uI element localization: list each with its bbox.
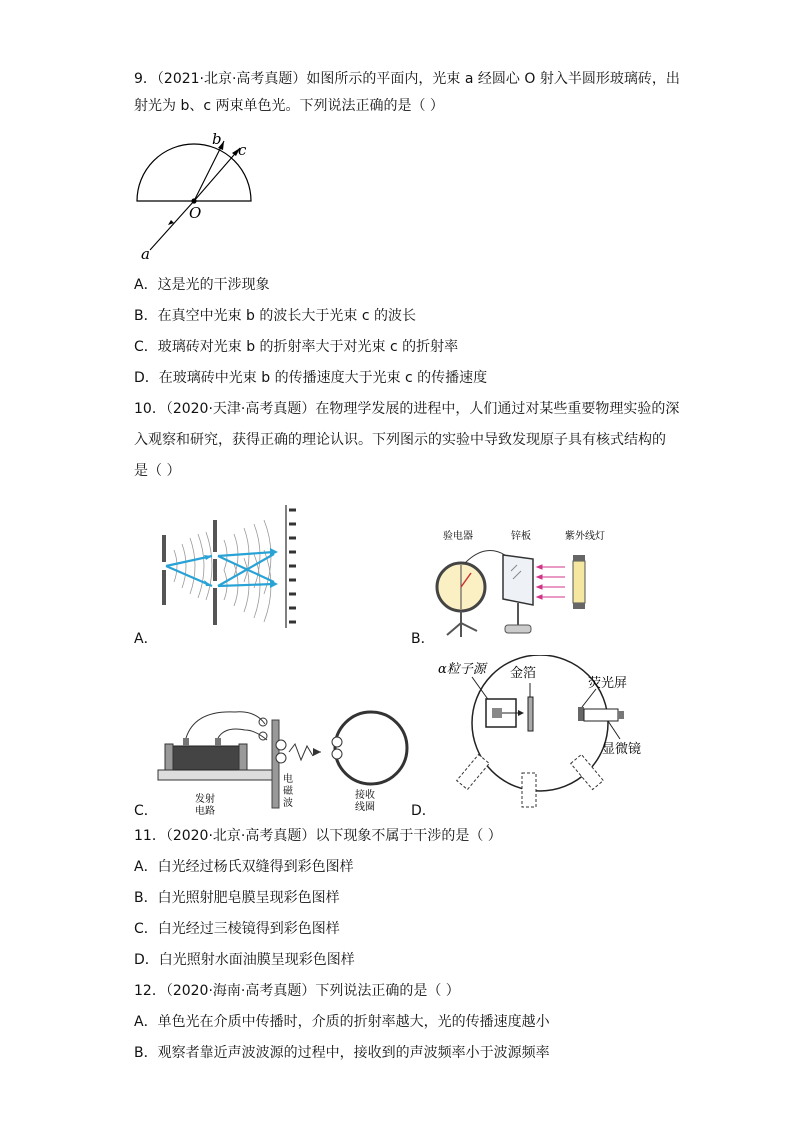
q11-option-d[interactable]: D．白光照射水面油膜呈现彩色图样 [134, 952, 355, 968]
q9-stem-line1: 9．（2021·北京·高考真题）如图所示的平面内，光束 a 经圆心 O 射入半圆形玻璃砖，出 [134, 71, 680, 87]
q9-option-a[interactable]: A．这是光的干涉现象 [134, 277, 270, 293]
q10-d-microscope-label: 显微镜 [602, 742, 642, 757]
q11-option-b[interactable]: B．白光照射肥皂膜呈现彩色图样 [134, 890, 340, 906]
q10-c-coil-l2: 线圈 [355, 802, 375, 813]
q10-d-foil-label: 金箔 [510, 666, 537, 681]
q10-option-c[interactable]: C． [134, 803, 158, 819]
q12-option-a[interactable]: A．单色光在介质中传播时，介质的折射率越大，光的传播速度越小 [134, 1014, 550, 1030]
q9-label-a: a [141, 245, 150, 263]
q9-label-o: O [189, 204, 202, 222]
q10-b-electroscope-label: 验电器 [443, 531, 473, 542]
q9-option-c[interactable]: C．玻璃砖对光束 b 的折射率大于对光束 c 的折射率 [134, 339, 459, 355]
q10-option-d[interactable]: D． [411, 803, 436, 819]
q10-stem-line2: 入观察和研究，获得正确的理论认识。下列图示的实验中导致发现原子具有核式结构的 [134, 432, 666, 448]
q11-option-c[interactable]: C．白光经过三棱镜得到彩色图样 [134, 921, 340, 937]
q9-figure-semicircle [128, 128, 268, 264]
q9-option-d[interactable]: D．在玻璃砖中光束 b 的传播速度大于光束 c 的传播速度 [134, 370, 488, 386]
q10-stem-line3: 是（ ） [134, 463, 181, 479]
q10-d-source-label: α粒子源 [438, 662, 486, 677]
q10-c-wave-l3: 波 [283, 798, 293, 809]
q10-figure-c-em-wave [155, 690, 415, 815]
q9-label-c: c [238, 141, 247, 159]
q10-b-uv-label: 紫外线灯 [565, 531, 605, 542]
q11-stem: 11．（2020·北京·高考真题）以下现象不属于干涉的是（ ） [134, 828, 502, 844]
q10-c-emitter-l1: 发射 [195, 794, 215, 805]
q10-figure-b-photoelectric [425, 525, 625, 640]
q10-b-zinc-label: 锌板 [511, 531, 531, 542]
q12-stem: 12．（2020·海南·高考真题）下列说法正确的是（ ） [134, 983, 460, 999]
q10-figure-d-rutherford [430, 655, 660, 810]
q10-figure-a-double-slit [150, 500, 310, 630]
q12-option-b[interactable]: B．观察者靠近声波波源的过程中，接收到的声波频率小于波源频率 [134, 1045, 550, 1061]
q10-c-wave-l1: 电 [283, 774, 293, 785]
q10-c-coil-l1: 接收 [355, 790, 375, 801]
q9-label-b: b [212, 130, 222, 148]
q10-c-emitter-l2: 电路 [195, 806, 215, 815]
q10-option-a[interactable]: A． [134, 631, 158, 647]
q9-stem-line2: 射光为 b、c 两束单色光。下列说法正确的是（ ） [134, 98, 444, 114]
q9-option-b[interactable]: B．在真空中光束 b 的波长大于光束 c 的波长 [134, 308, 416, 324]
q11-option-a[interactable]: A．白光经过杨氏双缝得到彩色图样 [134, 859, 354, 875]
q10-option-b[interactable]: B． [411, 631, 435, 647]
q10-c-wave-l2: 磁 [283, 786, 293, 797]
q10-stem-line1: 10．（2020·天津·高考真题）在物理学发展的进程中，人们通过对某些重要物理实验的深 [134, 401, 680, 417]
q10-d-screen-label: 荧光屏 [588, 676, 628, 691]
